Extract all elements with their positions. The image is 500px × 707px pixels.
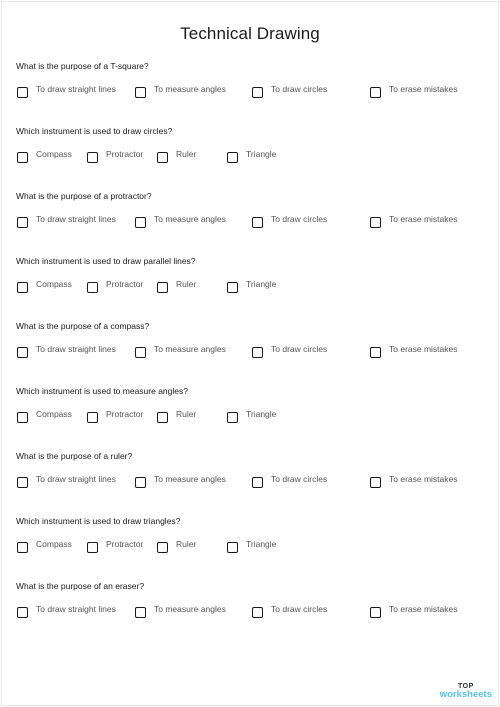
answer-option[interactable] [227, 408, 277, 423]
answer-option-label: To erase mistakes [389, 343, 458, 354]
answer-option[interactable] [17, 408, 72, 423]
worksheet-page [1, 1, 499, 706]
answer-checkbox[interactable] [370, 607, 381, 618]
answer-option-label: To draw straight lines [36, 213, 116, 224]
question-text: Which instrument is used to draw triangles? [16, 516, 181, 526]
answer-option-label: Triangle [246, 408, 277, 419]
answer-option[interactable] [252, 213, 328, 228]
answer-checkbox[interactable] [252, 347, 263, 358]
answer-option[interactable] [227, 148, 277, 163]
answer-option-label: To erase mistakes [389, 473, 458, 484]
answer-option-label: Triangle [246, 278, 277, 289]
answer-option[interactable] [17, 148, 72, 163]
answer-option-label: Ruler [176, 538, 197, 549]
answer-option[interactable] [370, 473, 458, 488]
answer-checkbox[interactable] [135, 217, 146, 228]
answer-option[interactable] [370, 83, 458, 98]
question-text: What is the purpose of a ruler? [16, 451, 133, 461]
answer-option[interactable] [135, 603, 226, 618]
answer-checkbox[interactable] [135, 607, 146, 618]
answer-option-label: Triangle [246, 538, 277, 549]
answer-option[interactable] [135, 213, 226, 228]
answer-option-label: To draw circles [271, 213, 328, 224]
answer-option[interactable] [157, 538, 197, 553]
answer-option-label: To draw straight lines [36, 603, 116, 614]
answer-option-label: Triangle [246, 148, 277, 159]
answer-option-label: Protractor [106, 148, 144, 159]
question-text: Which instrument is used to measure angles? [16, 386, 188, 396]
answer-checkbox[interactable] [17, 87, 28, 98]
answer-option[interactable] [17, 473, 116, 488]
answer-option[interactable] [135, 343, 226, 358]
answer-option[interactable] [17, 343, 116, 358]
question-text: What is the purpose of a T-square? [16, 61, 149, 71]
answer-option[interactable] [252, 83, 328, 98]
answer-checkbox[interactable] [227, 152, 238, 163]
answer-option[interactable] [157, 408, 197, 423]
answer-option[interactable] [157, 148, 197, 163]
answer-option[interactable] [227, 538, 277, 553]
answer-option-label: Compass [36, 408, 72, 419]
answer-checkbox[interactable] [87, 412, 98, 423]
answer-option-label: To draw circles [271, 343, 328, 354]
answer-option-label: To erase mistakes [389, 213, 458, 224]
answer-option[interactable] [227, 278, 277, 293]
question-text: Which instrument is used to draw circles? [16, 126, 173, 136]
answer-checkbox[interactable] [157, 282, 168, 293]
question-text: What is the purpose of a protractor? [16, 191, 152, 201]
answer-checkbox[interactable] [370, 87, 381, 98]
answer-option[interactable] [17, 278, 72, 293]
answer-checkbox[interactable] [87, 542, 98, 553]
answer-option-label: To measure angles [154, 473, 226, 484]
answer-option-label: To erase mistakes [389, 83, 458, 94]
answer-checkbox[interactable] [17, 217, 28, 228]
answer-checkbox[interactable] [252, 217, 263, 228]
answer-option-label: Protractor [106, 538, 144, 549]
answer-checkbox[interactable] [17, 347, 28, 358]
answer-option[interactable] [252, 473, 328, 488]
answer-option-label: To erase mistakes [389, 603, 458, 614]
answer-option-label: Protractor [106, 408, 144, 419]
brand-logo [440, 683, 492, 700]
answer-option[interactable] [370, 603, 458, 618]
answer-checkbox[interactable] [17, 542, 28, 553]
answer-option-label: Compass [36, 278, 72, 289]
answer-option-label: To measure angles [154, 343, 226, 354]
answer-checkbox[interactable] [227, 412, 238, 423]
answer-option[interactable] [87, 148, 144, 163]
answer-option[interactable] [135, 473, 226, 488]
answer-option-label: To draw circles [271, 83, 328, 94]
answer-option[interactable] [135, 83, 226, 98]
page-title: Technical Drawing [180, 24, 320, 43]
answer-option-label: To draw straight lines [36, 83, 116, 94]
answer-option-label: To measure angles [154, 213, 226, 224]
answer-checkbox[interactable] [370, 347, 381, 358]
answer-option[interactable] [370, 343, 458, 358]
answer-option-label: To measure angles [154, 83, 226, 94]
question-text: Which instrument is used to draw parallel lines? [16, 256, 196, 266]
answer-option[interactable] [17, 213, 116, 228]
answer-option-label: Compass [36, 148, 72, 159]
answer-option-label: Ruler [176, 148, 197, 159]
answer-option[interactable] [87, 538, 144, 553]
logo-text-bottom: worksheets [439, 688, 492, 700]
answer-option[interactable] [87, 408, 144, 423]
question-text: What is the purpose of an eraser? [16, 581, 145, 591]
answer-checkbox[interactable] [17, 282, 28, 293]
logo-text-top: TOP [457, 682, 474, 690]
answer-checkbox[interactable] [370, 477, 381, 488]
answer-option-label: Compass [36, 538, 72, 549]
answer-option-label: Ruler [176, 408, 197, 419]
answer-checkbox[interactable] [17, 607, 28, 618]
answer-option-label: To draw circles [271, 603, 328, 614]
answer-option-label: To draw straight lines [36, 473, 116, 484]
answer-checkbox[interactable] [135, 477, 146, 488]
question-text: What is the purpose of a compass? [16, 321, 150, 331]
answer-checkbox[interactable] [135, 347, 146, 358]
answer-option[interactable] [87, 278, 144, 293]
answer-checkbox[interactable] [252, 87, 263, 98]
answer-option-label: To draw circles [271, 473, 328, 484]
answer-option[interactable] [252, 603, 328, 618]
answer-option[interactable] [17, 83, 116, 98]
answer-checkbox[interactable] [252, 607, 263, 618]
answer-checkbox[interactable] [370, 217, 381, 228]
answer-checkbox[interactable] [252, 477, 263, 488]
answer-option-label: Ruler [176, 278, 197, 289]
answer-checkbox[interactable] [227, 542, 238, 553]
answer-checkbox[interactable] [87, 282, 98, 293]
answer-option[interactable] [17, 603, 116, 618]
answer-checkbox[interactable] [227, 282, 238, 293]
answer-checkbox[interactable] [87, 152, 98, 163]
answer-checkbox[interactable] [17, 412, 28, 423]
answer-option[interactable] [17, 538, 72, 553]
answer-option-label: Protractor [106, 278, 144, 289]
answer-checkbox[interactable] [17, 152, 28, 163]
answer-checkbox[interactable] [135, 87, 146, 98]
answer-option[interactable] [370, 213, 458, 228]
answer-checkbox[interactable] [157, 412, 168, 423]
answer-checkbox[interactable] [17, 477, 28, 488]
answer-checkbox[interactable] [157, 152, 168, 163]
answer-option-label: To measure angles [154, 603, 226, 614]
answer-option[interactable] [252, 343, 328, 358]
answer-option[interactable] [157, 278, 197, 293]
answer-checkbox[interactable] [157, 542, 168, 553]
answer-option-label: To draw straight lines [36, 343, 116, 354]
